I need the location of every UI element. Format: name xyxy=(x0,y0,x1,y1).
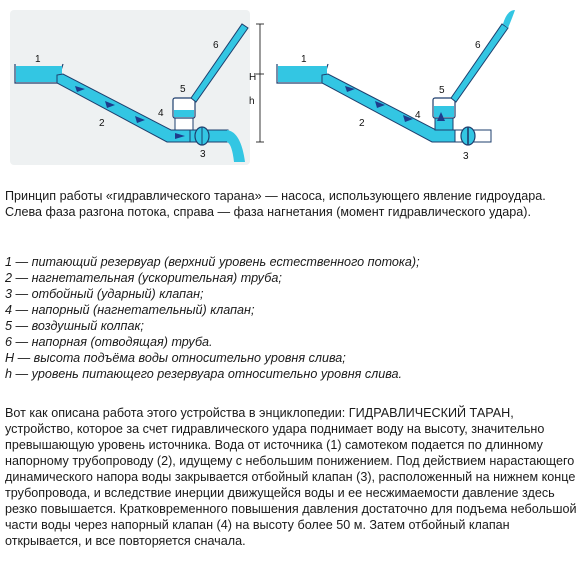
legend-item: h — уровень питающего резервуара относительно уровня слива. xyxy=(5,367,403,381)
left-reservoir-water xyxy=(16,66,62,82)
right-air-chamber-water xyxy=(434,106,454,117)
legend-item: 2 — нагнетательная (ускорительная) труба; xyxy=(5,271,282,285)
right-jet-water xyxy=(503,10,515,28)
right-label-2: 2 xyxy=(359,118,365,129)
figure-caption: Принцип работы «гидравлического тарана» — насоса, использующего явление гидроудара. Слева фаза разгона потока, справа — фаза нагнетания (момент гидравлического удара). xyxy=(5,189,546,219)
legend-list xyxy=(5,254,578,382)
left-label-1: 1 xyxy=(35,54,41,65)
diagram-left-panel xyxy=(10,10,250,165)
left-label-3: 3 xyxy=(200,149,206,160)
right-label-4: 4 xyxy=(415,110,421,121)
legend-item: 1 — питающий резервуар (верхний уровень естественного потока); xyxy=(5,255,420,269)
height-dimension xyxy=(256,24,264,142)
right-label-5: 5 xyxy=(439,85,445,96)
legend-item: H — высота подъёма воды относительно уровня слива; xyxy=(5,351,346,365)
right-label-1: 1 xyxy=(301,54,307,65)
left-label-6: 6 xyxy=(213,40,219,51)
legend-item: 4 — напорный (нагнетательный) клапан; xyxy=(5,303,255,317)
label-h: h xyxy=(249,96,255,107)
right-reservoir-water xyxy=(278,66,327,82)
left-label-5: 5 xyxy=(180,84,186,95)
right-label-6: 6 xyxy=(475,40,481,51)
legend-item: 3 — отбойный (ударный) клапан; xyxy=(5,287,204,301)
legend-item: 5 — воздушный колпак; xyxy=(5,319,144,333)
left-label-4: 4 xyxy=(158,108,164,119)
right-delivery-pipe xyxy=(451,24,508,102)
encyclopedia-description: Вот как описана работа этого устройства в энциклопедии: ГИДРАВЛИЧЕСКИЙ ТАРАН, устройство, которое за счет гидравлического удара поднимает воду на высоту, значительно превышающую уровень источника. Вода от источника (1) самотеком подается по длинному напорному трубопроводу (2), идущему с небольшим понижением. Под действием нарастающего динамического напора воды закрывается отбойный клапан (3), расположенный на нижнем конце трубопровода, и вследствие инерции движущейся воды и ее несжимаемости давление здесь резко повышается. Кратковременного повышения давления достаточно для подъема небольшой части воды через напорный клапан (4) на высоту более 50 м. Затем отбойный клапан открывается, и все повторяется сначала. xyxy=(5,406,577,548)
label-H: H xyxy=(249,72,257,83)
left-delivery-valve xyxy=(175,118,193,130)
right-label-3: 3 xyxy=(463,151,469,162)
legend-item: 6 — напорная (отводящая) труба. xyxy=(5,335,213,349)
left-label-2: 2 xyxy=(99,118,105,129)
left-air-chamber-water xyxy=(174,110,194,117)
hydraulic-ram-diagram xyxy=(5,2,578,172)
diagram-right-panel xyxy=(277,10,515,145)
